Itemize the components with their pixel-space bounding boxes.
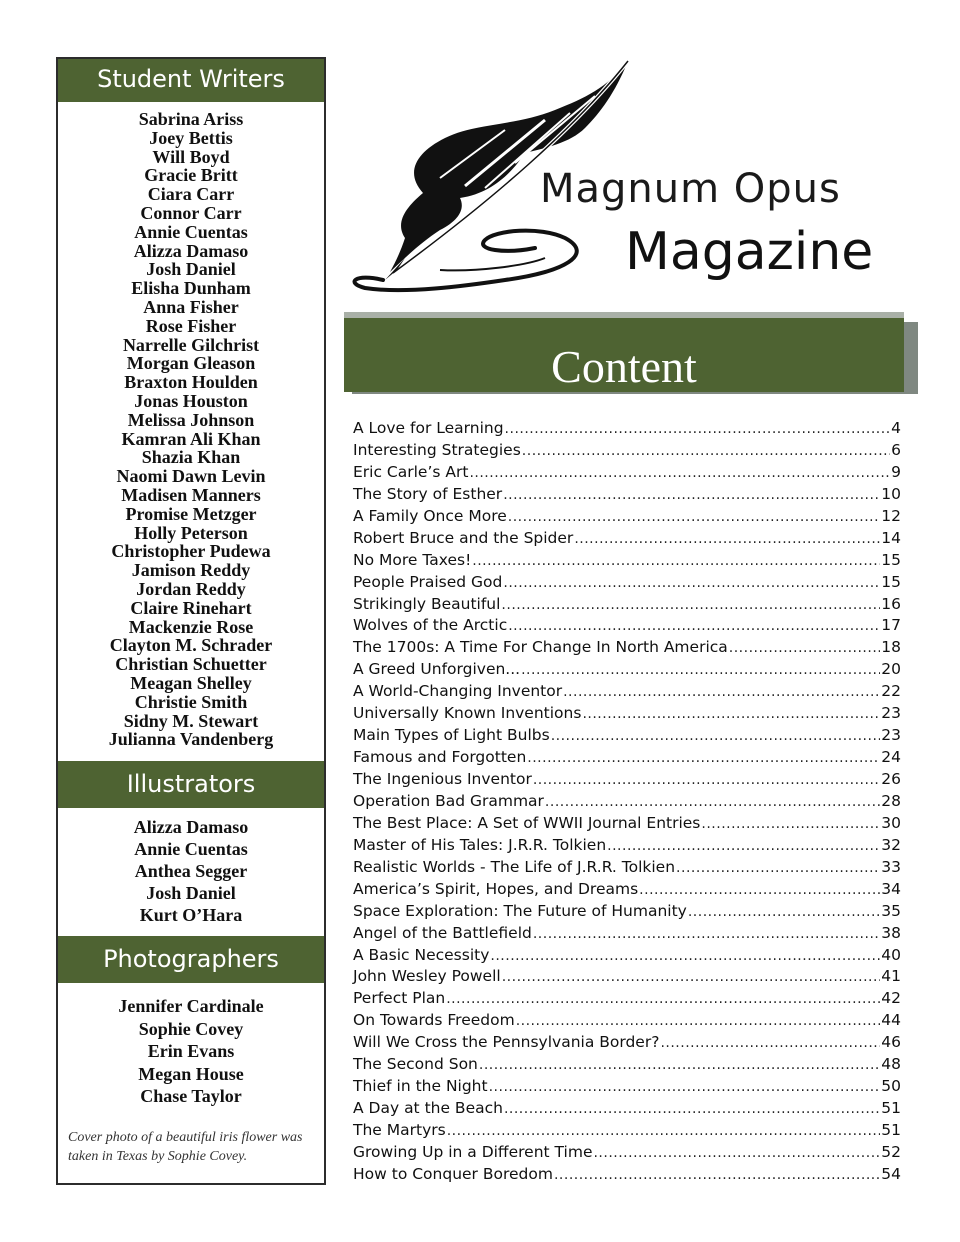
- credit-name: Will Boyd: [152, 146, 230, 167]
- credit-name: Promise Metzger: [125, 503, 257, 524]
- toc-entry-title: The Second Son: [353, 1055, 478, 1074]
- toc-entry: [353, 703, 901, 725]
- toc-entry: [353, 747, 901, 769]
- credit-name: Alizza Damaso: [133, 240, 249, 261]
- toc-entry-title: On Towards Freedom: [353, 1011, 515, 1030]
- toc-entry-page: 46: [881, 1033, 901, 1052]
- toc-entry: [353, 769, 901, 791]
- toc-dot-leader: [504, 1099, 880, 1121]
- toc-dot-leader: [607, 836, 880, 858]
- credit-name: Naomi Dawn Levin: [116, 466, 266, 487]
- toc-entry-title: No More Taxes!: [353, 550, 472, 569]
- toc-dot-leader: [446, 989, 880, 1011]
- credit-name: Christie Smith: [134, 691, 248, 712]
- credit-name: Erin Evans: [147, 1041, 235, 1061]
- toc-entry: [353, 1076, 901, 1098]
- toc-entry: [353, 923, 901, 945]
- credit-name: Melissa Johnson: [127, 409, 255, 430]
- toc-entry-page: 26: [881, 770, 901, 788]
- toc-entry-page: 16: [881, 594, 901, 613]
- toc-dot-leader: [688, 902, 880, 924]
- toc-entry: [353, 791, 901, 813]
- toc-entry-title: America’s Spirit, Hopes, and Dreams: [353, 879, 639, 898]
- table-of-contents: [353, 418, 901, 1186]
- toc-entry: [353, 572, 901, 594]
- toc-entry: [353, 1120, 901, 1142]
- credit-name: Anthea Segger: [134, 861, 248, 881]
- toc-entry-page: 52: [881, 1142, 901, 1161]
- toc-entry-title: Realistic Worlds - The Life of J.R.R. Tolkien: [353, 857, 676, 876]
- toc-dot-leader: [505, 419, 891, 441]
- toc-entry-page: 6: [891, 440, 901, 459]
- toc-dot-leader: [508, 616, 880, 638]
- toc-entry-page: 20: [881, 660, 901, 679]
- toc-entry-page: 42: [881, 989, 901, 1008]
- toc-entry-title: Growing Up in a Different Time: [353, 1142, 593, 1161]
- toc-entry: [353, 879, 901, 901]
- toc-entry-page: 4: [891, 419, 901, 437]
- toc-entry-title: Main Types of Light Bulbs: [353, 726, 550, 745]
- credit-name: Claire Rinehart: [130, 597, 252, 618]
- credit-name: Connor Carr: [140, 202, 242, 223]
- toc-dot-leader: [521, 660, 880, 682]
- toc-entry-page: 23: [881, 704, 901, 723]
- toc-dot-leader: [508, 507, 880, 529]
- toc-entry-page: 35: [881, 901, 901, 920]
- toc-entry: [353, 484, 901, 506]
- toc-dot-leader: [574, 529, 880, 551]
- toc-entry: [353, 966, 901, 988]
- toc-entry: [353, 813, 901, 835]
- cover-photo-caption: Cover photo of a beautiful iris flower was taken in Texas by Sophie Covey.: [68, 1130, 303, 1164]
- toc-entry-title: Famous and Forgotten: [353, 748, 527, 767]
- toc-entry-title: Space Exploration: The Future of Humanity: [353, 901, 687, 920]
- credit-name: Clayton M. Schrader: [109, 635, 273, 656]
- toc-dot-leader: [501, 595, 880, 617]
- toc-entry-title: Operation Bad Grammar: [353, 791, 544, 810]
- toc-entry-page: 15: [881, 550, 901, 569]
- toc-dot-leader: [469, 463, 890, 485]
- toc-entry-page: 51: [881, 1121, 901, 1139]
- credit-name: Megan House: [138, 1063, 244, 1084]
- toc-entry: [353, 462, 901, 484]
- toc-entry-title: The Best Place: A Set of WWII Journal Entries: [353, 813, 701, 832]
- toc-entry: [353, 725, 901, 747]
- toc-entry: [353, 857, 901, 879]
- toc-dot-leader: [503, 573, 880, 595]
- toc-entry-page: 33: [881, 857, 901, 876]
- toc-entry-page: 44: [881, 1011, 901, 1030]
- toc-dot-leader: [593, 1143, 880, 1165]
- toc-entry: [353, 1142, 901, 1164]
- toc-entry-page: 12: [881, 506, 901, 525]
- toc-entry-title: Master of His Tales: J.R.R. Tolkien: [353, 835, 607, 854]
- credit-name: Madisen Manners: [121, 484, 261, 505]
- credit-name: Elisha Dunham: [131, 278, 251, 299]
- toc-entry: [353, 901, 901, 923]
- toc-entry-title: How to Conquer Boredom: [353, 1164, 553, 1183]
- toc-entry: [353, 1054, 901, 1076]
- toc-entry-title: Strikingly Beautiful: [353, 594, 501, 613]
- toc-entry-title: A Greed Unforgiven...: [353, 660, 521, 679]
- toc-entry-page: 51: [881, 1099, 901, 1118]
- toc-entry-page: 15: [881, 572, 901, 591]
- toc-entry-page: 34: [881, 879, 901, 898]
- toc-entry-page: 22: [881, 682, 901, 701]
- toc-dot-leader: [563, 682, 880, 704]
- logo-title-magazine: Magazine: [625, 222, 874, 282]
- toc-dot-leader: [502, 967, 881, 989]
- credit-name: Narrelle Gilchrist: [122, 334, 260, 355]
- photographers-heading: Photographers: [58, 936, 324, 983]
- toc-entry-title: The Martyrs: [353, 1121, 446, 1139]
- toc-dot-leader: [522, 441, 890, 463]
- credit-name: Kurt O’Hara: [139, 905, 243, 925]
- toc-entry: [353, 550, 901, 572]
- credit-name: Shazia Khan: [141, 447, 241, 468]
- toc-entry-page: 54: [881, 1164, 901, 1183]
- toc-entry-page: 18: [881, 638, 901, 657]
- toc-dot-leader: [554, 1165, 880, 1187]
- credit-name: Jonas Houston: [134, 390, 248, 411]
- photographers-list: [58, 995, 324, 1108]
- toc-entry-page: 24: [881, 748, 901, 767]
- toc-dot-leader: [479, 1055, 880, 1077]
- toc-entry: [353, 506, 901, 528]
- toc-entry: [353, 528, 901, 550]
- illustrators-heading: Illustrators: [58, 761, 324, 808]
- credit-name: Christopher Pudewa: [111, 541, 271, 562]
- toc-entry-page: 30: [881, 813, 901, 832]
- toc-entry-title: A Day at the Beach: [353, 1099, 503, 1118]
- toc-dot-leader: [503, 485, 880, 507]
- toc-entry-title: Eric Carle’s Art: [353, 462, 469, 481]
- credit-name: Alizza Damaso: [133, 817, 249, 837]
- toc-entry: [353, 1098, 901, 1120]
- credit-name: Jamison Reddy: [131, 560, 251, 581]
- toc-entry: [353, 835, 901, 857]
- toc-entry-title: John Wesley Powell: [353, 967, 501, 986]
- toc-entry: [353, 681, 901, 703]
- toc-dot-leader: [516, 1011, 881, 1033]
- toc-entry-page: 17: [881, 616, 901, 635]
- toc-entry-title: Thief in the Night: [353, 1077, 488, 1096]
- student-writers-list: [58, 110, 324, 749]
- toc-entry: [353, 440, 901, 462]
- toc-entry-page: 23: [881, 726, 901, 745]
- content-banner: [344, 312, 904, 392]
- toc-entry: [353, 418, 901, 440]
- toc-dot-leader: [533, 924, 880, 946]
- credit-name: Braxton Houlden: [124, 372, 258, 393]
- toc-entry: [353, 1164, 901, 1186]
- credit-name: Chase Taylor: [140, 1086, 242, 1106]
- toc-entry-title: A World-Changing Inventor: [353, 682, 563, 701]
- logo-title-magnum-opus: Magnum Opus: [540, 166, 841, 212]
- credit-name: Holly Peterson: [134, 522, 248, 543]
- toc-dot-leader: [545, 792, 880, 814]
- toc-entry-title: The 1700s: A Time For Change In North America: [353, 638, 728, 657]
- credit-name: Josh Daniel: [146, 259, 236, 280]
- credit-name: Joey Bettis: [149, 127, 233, 148]
- toc-entry-page: 40: [881, 945, 901, 964]
- toc-entry-title: Interesting Strategies: [353, 440, 521, 459]
- toc-entry: [353, 659, 901, 681]
- toc-entry: [353, 637, 901, 659]
- toc-dot-leader: [489, 1077, 881, 1099]
- credit-name: Ciara Carr: [147, 184, 235, 205]
- credit-name: Morgan Gleason: [126, 353, 256, 374]
- toc-dot-leader: [639, 880, 880, 902]
- toc-entry: [353, 615, 901, 637]
- credit-name: Christian Schuetter: [115, 654, 267, 675]
- toc-entry: [353, 1010, 901, 1032]
- toc-dot-leader: [701, 814, 880, 836]
- credit-name: Kamran Ali Khan: [121, 428, 261, 449]
- credit-name: Jordan Reddy: [136, 578, 246, 599]
- toc-entry-page: 14: [881, 528, 901, 547]
- toc-entry: [353, 594, 901, 616]
- credit-name: Julianna Vandenberg: [108, 729, 274, 750]
- credit-name: Sabrina Ariss: [138, 109, 244, 129]
- toc-dot-leader: [676, 858, 880, 880]
- toc-dot-leader: [729, 638, 880, 660]
- credit-name: Mackenzie Rose: [128, 616, 254, 637]
- toc-dot-leader: [533, 770, 880, 792]
- toc-entry-title: A Basic Necessity: [353, 945, 490, 964]
- toc-entry-title: A Family Once More: [353, 506, 507, 525]
- toc-entry-page: 38: [881, 923, 901, 942]
- credit-name: Annie Cuentas: [134, 839, 248, 859]
- toc-entry-title: The Story of Esther: [353, 484, 503, 503]
- toc-dot-leader: [582, 704, 880, 726]
- credit-name: Meagan Shelley: [130, 672, 252, 693]
- toc-entry: [353, 1032, 901, 1054]
- toc-dot-leader: [472, 551, 880, 573]
- toc-entry-title: Robert Bruce and the Spider: [353, 528, 574, 547]
- toc-entry-title: Perfect Plan: [353, 989, 446, 1008]
- toc-entry-page: 48: [881, 1055, 901, 1074]
- toc-dot-leader: [551, 726, 881, 748]
- toc-entry-page: 41: [881, 967, 901, 986]
- credit-name: Sophie Covey: [138, 1018, 244, 1039]
- credit-name: Josh Daniel: [146, 883, 236, 903]
- toc-entry-page: 32: [881, 835, 901, 854]
- toc-entry-title: People Praised God: [353, 572, 503, 591]
- toc-entry: [353, 945, 901, 967]
- toc-dot-leader: [527, 748, 880, 770]
- toc-entry-page: 10: [881, 484, 901, 503]
- toc-dot-leader: [490, 946, 880, 968]
- toc-entry: [353, 988, 901, 1010]
- toc-entry-page: 50: [881, 1077, 901, 1096]
- toc-dot-leader: [447, 1121, 881, 1143]
- illustrators-list: [58, 816, 324, 926]
- student-writers-heading: Student Writers: [58, 59, 324, 102]
- toc-entry-title: A Love for Learning: [353, 419, 504, 437]
- credit-name: Jennifer Cardinale: [118, 996, 264, 1016]
- toc-entry-page: 9: [891, 462, 901, 481]
- toc-dot-leader: [660, 1033, 880, 1055]
- credits-sidebar: [56, 57, 326, 1185]
- toc-entry-title: Angel of the Battlefield: [353, 923, 532, 942]
- content-heading: Content: [551, 341, 697, 392]
- toc-entry-title: Universally Known Inventions: [353, 704, 582, 723]
- toc-entry-title: The Ingenious Inventor: [353, 770, 532, 788]
- credit-name: Anna Fisher: [143, 296, 239, 317]
- toc-entry-page: 28: [881, 791, 901, 810]
- credit-name: Annie Cuentas: [134, 221, 248, 242]
- toc-entry-title: Will We Cross the Pennsylvania Border?: [353, 1033, 660, 1052]
- toc-entry-title: Wolves of the Arctic: [353, 616, 508, 635]
- credit-name: Sidny M. Stewart: [123, 710, 259, 731]
- credit-name: Gracie Britt: [144, 165, 238, 186]
- credit-name: Rose Fisher: [145, 315, 237, 336]
